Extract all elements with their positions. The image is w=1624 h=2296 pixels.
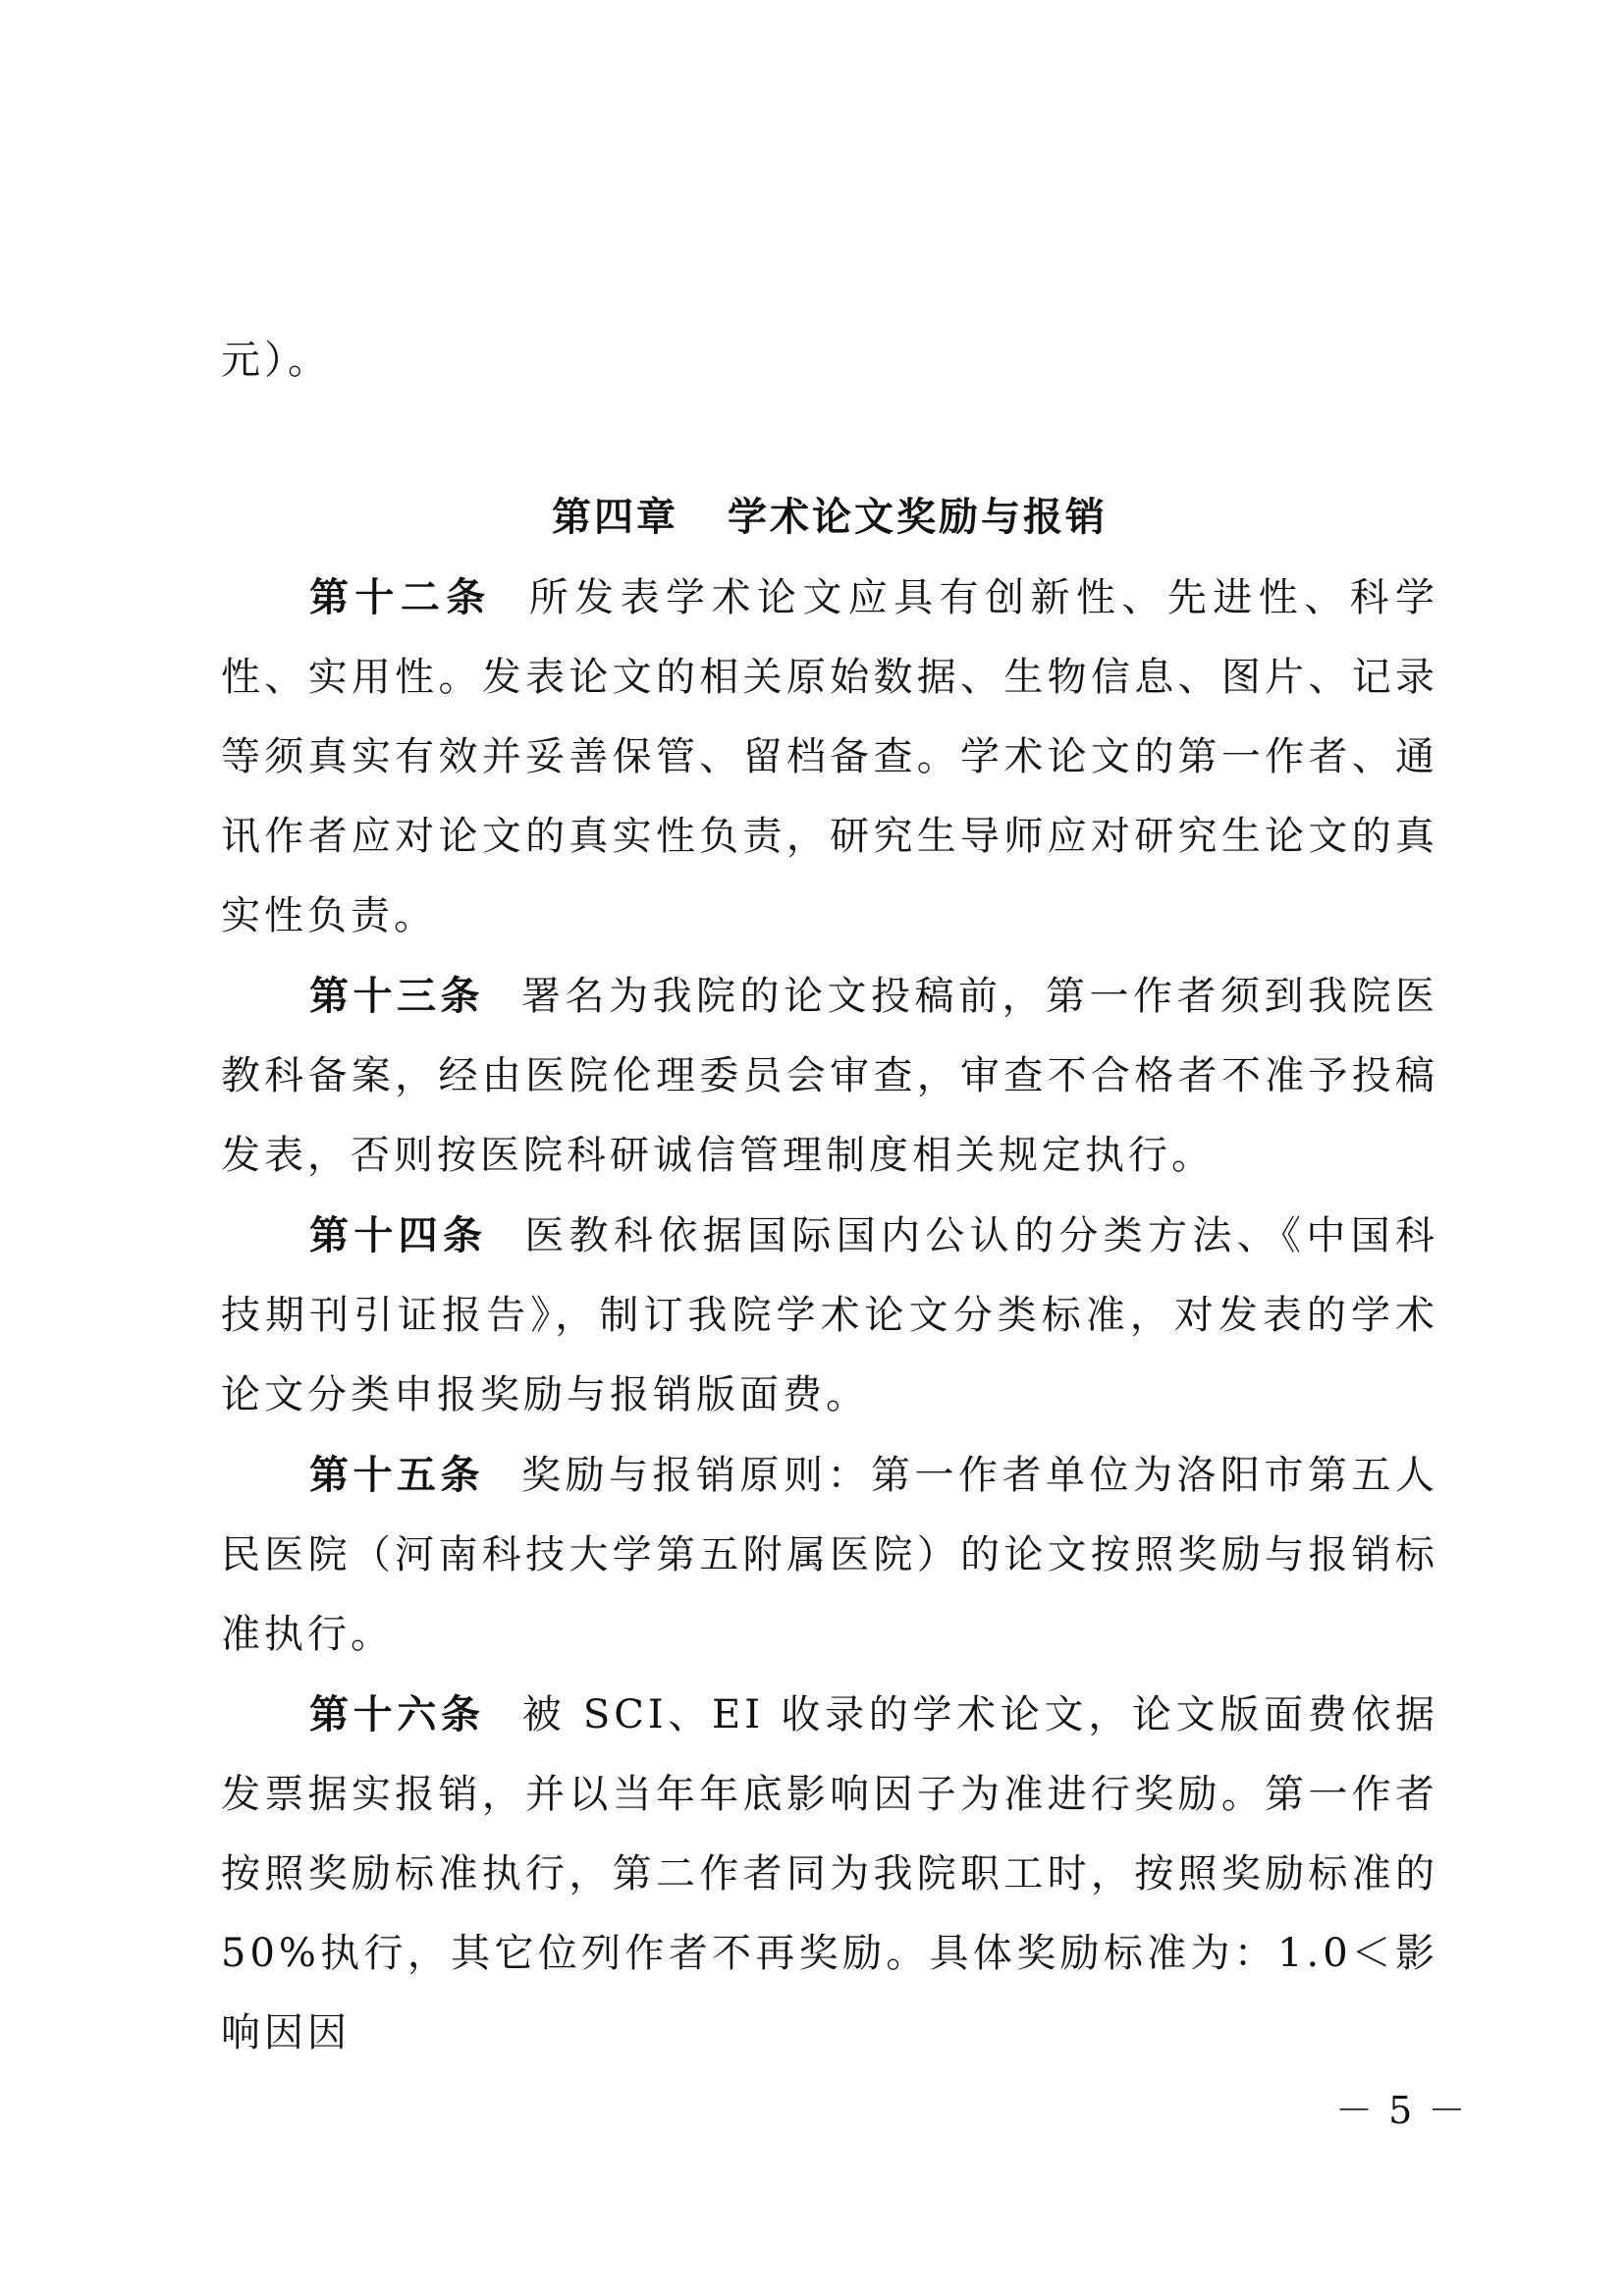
chapter-title: 学术论文奖励与报销 [728,494,1108,540]
article-label: 第十四条 [309,1212,488,1258]
article-text: 医教科依据国际国内公认的分类方法、《中国科技期刊引证报告》，制订我院学术论文分类标准，对发表的学术论文分类申报奖励与报销版面费。 [221,1213,1439,1417]
article-13 [221,956,1438,1196]
article-list [221,558,1438,2073]
article-label: 第十六条 [309,1691,485,1737]
article-text: 奖励与报销原则：第一作者单位为洛阳市第五人民医院（河南科技大学第五附属医院）的论文按照奖励与报销标准执行。 [221,1453,1438,1657]
article-label: 第十二条 [309,574,492,620]
chapter-heading [221,477,1438,557]
article-text: 被 SCI、EI 收录的学术论文，论文版面费依据发票据实报销，并以当年年底影响因子为准进行奖励。第一作者按照奖励标准执行，第二作者同为我院职工时，按照奖励标准的 50%执行，其它位列作者不再奖励。具体奖励标准为：1.0＜影响因因 [221,1692,1438,2056]
article-text: 所发表学术论文应具有创新性、先进性、科学性、实用性。发表论文的相关原始数据、生物信息、图片、记录等须真实有效并妥善保管、留档备查。学术论文的第一作者、通讯作者应对论文的真实性负责，研究生导师应对研究生论文的真实性负责。 [221,575,1439,938]
article-15 [221,1435,1438,1675]
article-14 [221,1196,1438,1435]
article-16 [221,1675,1438,2073]
page-number: － 5 － [1335,2089,1468,2132]
article-label: 第十三条 [309,973,484,1019]
article-12 [221,558,1438,956]
article-text: 署名为我院的论文投稿前，第一作者须到我院医教科备案，经由医院伦理委员会审查，审查不合格者不准予投稿发表，否则按医院科研诚信管理制度相关规定执行。 [221,974,1438,1178]
article-label: 第十五条 [309,1452,484,1498]
chapter-number: 第四章 [552,494,678,540]
carry-over-text: 元）。 [221,338,331,383]
